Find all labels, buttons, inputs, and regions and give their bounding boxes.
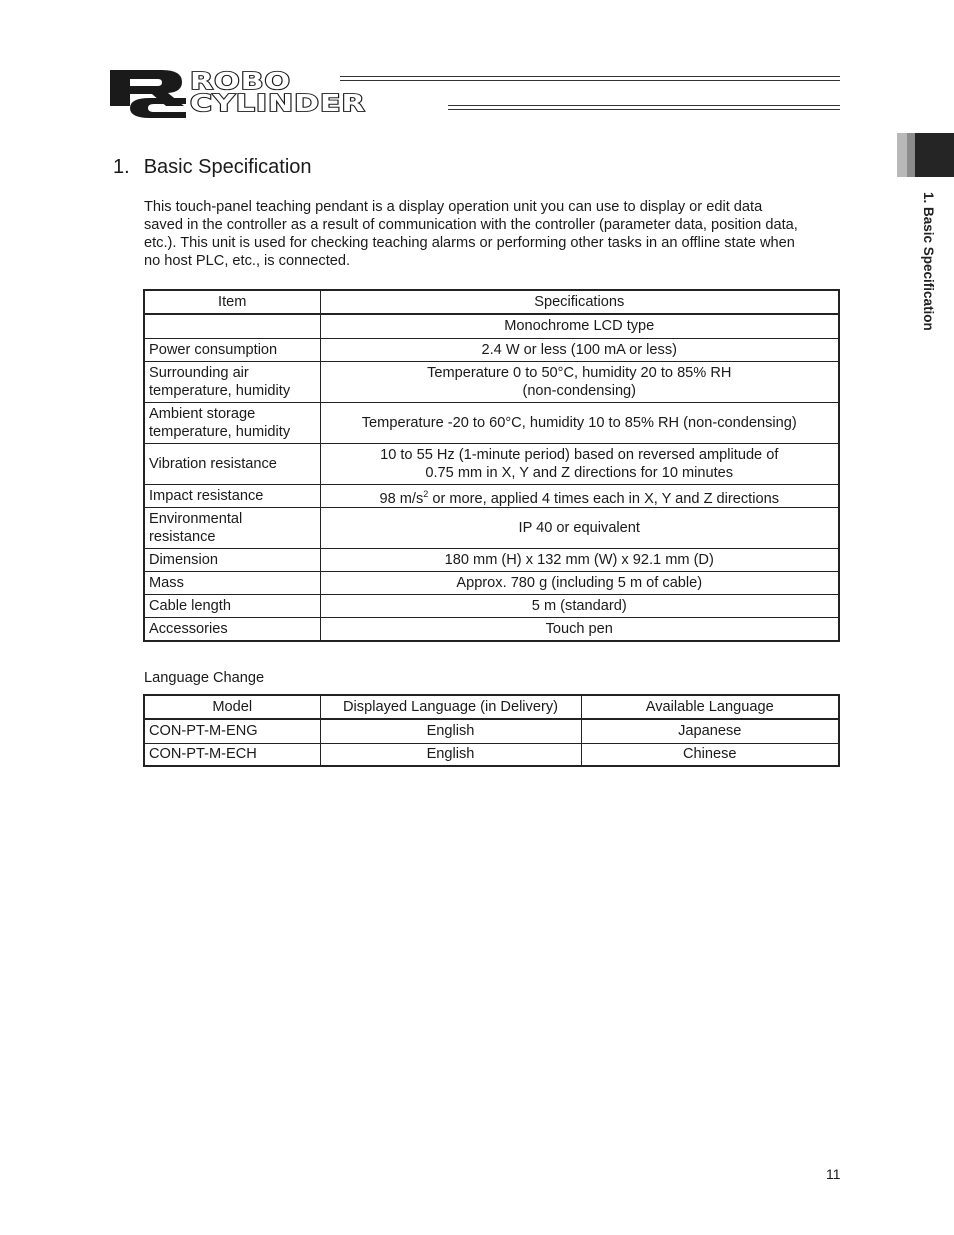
spec-item-cell: Mass [144,572,320,595]
language-change-caption: Language Change [144,670,265,686]
rc-monogram-icon [110,68,190,120]
table-row [144,443,839,484]
section-number: 1. [113,156,130,178]
side-chapter-label: 1. Basic Specification [921,192,936,331]
logo-rule-bottom-2 [448,109,840,110]
robo-cylinder-logo [110,68,842,120]
spec-value-cell: 98 $m/s^2$ or more, applied 4 times each in X, Y and Z directions [320,484,839,508]
spec-item-cell: Power consumption [144,338,320,361]
intro-line: saved in the controller as a result of communication with the controller (parameter data, position data, [144,217,798,233]
column-header-item: Item [144,290,320,314]
available-language-cell: Japanese [581,719,839,743]
table-row [144,743,839,766]
table-row [144,338,839,361]
displayed-language-cell: English [320,719,581,743]
section-title-text: Basic Specification [143,156,312,178]
spec-value-cell: Touch pen [320,618,839,641]
table-row [144,549,839,572]
spec-item-cell [144,314,320,338]
column-header-model: Model [144,695,320,719]
spec-item-cell: Cable length [144,595,320,618]
spec-item-cell: Environmental resistance [144,508,320,549]
chapter-tab-marker [897,133,954,177]
spec-item-cell: Dimension [144,549,320,572]
spec-value-cell: IP 40 or equivalent [320,508,839,549]
spec-value-cell: 10 to 55 Hz (1-minute period) based on reversed amplitude of 0.75 mm in X, Y and Z directions for 10 minutes [320,443,839,484]
table-row [144,719,839,743]
table-header-row [144,695,839,719]
spec-value-cell: 5 m (standard) [320,595,839,618]
available-language-cell: Chinese [581,743,839,766]
table-row [144,572,839,595]
intro-line: no host PLC, etc., is connected. [144,253,351,269]
column-header-available-language: Available Language [581,695,839,719]
spec-value-cell: 180 mm (H) x 132 mm (W) x 92.1 mm (D) [320,549,839,572]
spec-item-cell: Ambient storage temperature, humidity [144,402,320,443]
column-header-specifications: Specifications [320,290,839,314]
logo-rule-top-1 [340,76,840,77]
intro-paragraph [144,198,846,270]
table-row [144,361,839,402]
logo-rule-bottom-1 [448,105,840,106]
logo-word-robo: ROBO [190,68,291,96]
spec-item-cell: Surrounding air temperature, humidity [144,361,320,402]
logo-word-cylinder: CYLINDER [190,90,366,118]
column-header-displayed-language: Displayed Language (in Delivery) [320,695,581,719]
displayed-language-cell: English [320,743,581,766]
page-number: 11 [826,1166,841,1182]
table-row [144,402,839,443]
spec-value-cell: Temperature -20 to 60°C, humidity 10 to 85% RH (non-condensing) [320,402,839,443]
model-cell: CON-PT-M-ENG [144,719,320,743]
spec-value-cell: Temperature 0 to 50°C, humidity 20 to 85% RH (non-condensing) [320,361,839,402]
intro-line: This touch-panel teaching pendant is a display operation unit you can use to display or edit data [144,199,763,215]
specification-table [143,289,840,642]
table-header-row [144,290,839,314]
table-row [144,314,839,338]
spec-item-cell: Vibration resistance [144,443,320,484]
model-cell: CON-PT-M-ECH [144,743,320,766]
table-row [144,484,839,508]
spec-item-cell: Accessories [144,618,320,641]
table-row [144,508,839,549]
language-change-table [143,694,840,767]
table-row [144,618,839,641]
spec-value-cell: Approx. 780 g (including 5 m of cable) [320,572,839,595]
spec-value-cell: 2.4 W or less (100 mA or less) [320,338,839,361]
section-title [113,156,312,179]
table-row [144,595,839,618]
spec-value-cell: Monochrome LCD type [320,314,839,338]
spec-item-cell: Impact resistance [144,484,320,508]
logo-rule-top-2 [340,80,840,81]
intro-line: etc.). This unit is used for checking teaching alarms or performing other tasks in an offline state when [144,235,795,251]
